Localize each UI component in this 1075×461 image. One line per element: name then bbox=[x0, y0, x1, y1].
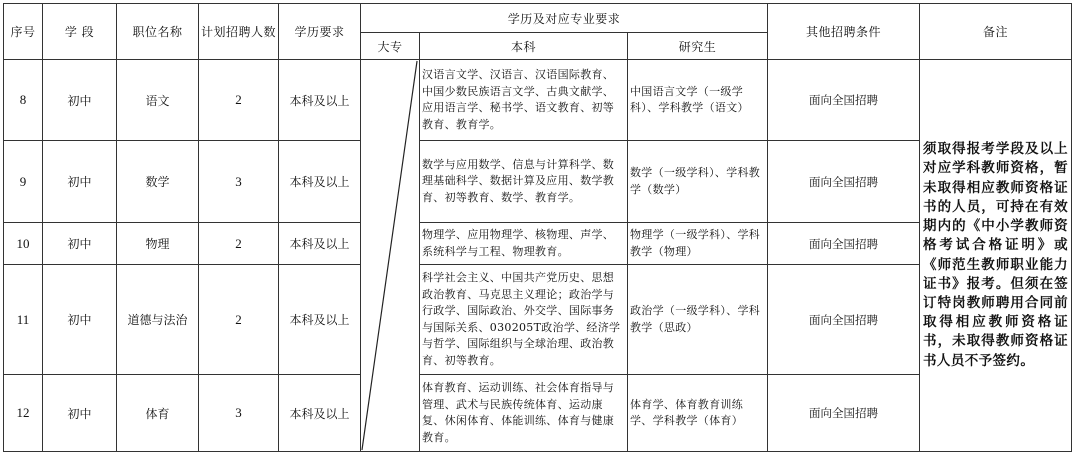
recruitment-table bbox=[3, 3, 1072, 452]
cell-planned: 2 bbox=[199, 265, 279, 375]
cell-stage: 初中 bbox=[43, 375, 117, 452]
header-majors-group: 学历及对应专业要求 bbox=[361, 4, 768, 33]
cell-planned: 3 bbox=[199, 375, 279, 452]
cell-other: 面向全国招聘 bbox=[768, 223, 920, 265]
cell-other: 面向全国招聘 bbox=[768, 141, 920, 223]
table-row bbox=[4, 265, 1072, 375]
header-stage: 学 段 bbox=[43, 4, 117, 60]
cell-other: 面向全国招聘 bbox=[768, 60, 920, 141]
cell-other: 面向全国招聘 bbox=[768, 375, 920, 452]
cell-position: 物理 bbox=[117, 223, 199, 265]
cell-benke: 体育教育、运动训练、社会体育指导与管理、武术与民族传统体育、运动康复、休闲体育、体能训练、体育与健康教育。 bbox=[420, 375, 628, 452]
cell-education: 本科及以上 bbox=[279, 60, 361, 141]
header-yanjiusheng: 研究生 bbox=[628, 33, 768, 60]
table-row bbox=[4, 223, 1072, 265]
header-dazhuan: 大专 bbox=[361, 33, 420, 60]
cell-position: 体育 bbox=[117, 375, 199, 452]
cell-planned: 2 bbox=[199, 60, 279, 141]
header-education: 学历要求 bbox=[279, 4, 361, 60]
cell-seq: 8 bbox=[4, 60, 43, 141]
table-row bbox=[4, 60, 1072, 141]
cell-yanjiusheng: 物理学（一级学科）、学科教学（物理） bbox=[628, 223, 768, 265]
cell-planned: 2 bbox=[199, 223, 279, 265]
header-planned: 计划招聘人数 bbox=[199, 4, 279, 60]
cell-dazhuan-empty bbox=[361, 60, 420, 452]
table-row bbox=[4, 375, 1072, 452]
cell-yanjiusheng: 中国语言文学（一级学科）、学科教学（语文） bbox=[628, 60, 768, 141]
cell-yanjiusheng: 政治学（一级学科）、学科教学（思政） bbox=[628, 265, 768, 375]
header-position: 职位名称 bbox=[117, 4, 199, 60]
diagonal-strike bbox=[361, 60, 419, 451]
remarks-note: 须取得报考学段及以上对应学科教师资格，暂未取得相应教师资格证书的人员，可持在有效期内的《中小学教师资格考试合格证明》或《师范生教师职业能力证书》报考。但须在签订特岗教师聘用合同前取得相应教师资格证书，未取得教师资格证书人员不予签约。 bbox=[920, 60, 1072, 452]
table-row bbox=[4, 141, 1072, 223]
header-seq: 序号 bbox=[4, 4, 43, 60]
cell-seq: 11 bbox=[4, 265, 43, 375]
cell-education: 本科及以上 bbox=[279, 265, 361, 375]
header-benke: 本科 bbox=[420, 33, 628, 60]
cell-seq: 12 bbox=[4, 375, 43, 452]
cell-position: 语文 bbox=[117, 60, 199, 141]
cell-benke: 汉语言文学、汉语言、汉语国际教育、中国少数民族语言文学、古典文献学、应用语言学、秘书学、语文教育、初等教育、教育学。 bbox=[420, 60, 628, 141]
cell-education: 本科及以上 bbox=[279, 141, 361, 223]
cell-benke: 数学与应用数学、信息与计算科学、数理基础科学、数据计算及应用、数学教育、初等教育、数学、教育学。 bbox=[420, 141, 628, 223]
cell-stage: 初中 bbox=[43, 223, 117, 265]
cell-planned: 3 bbox=[199, 141, 279, 223]
cell-yanjiusheng: 数学（一级学科）、学科教学（数学） bbox=[628, 141, 768, 223]
cell-yanjiusheng: 体育学、体育教育训练学、学科教学（体育） bbox=[628, 375, 768, 452]
cell-education: 本科及以上 bbox=[279, 223, 361, 265]
cell-position: 道德与法治 bbox=[117, 265, 199, 375]
header-remarks: 备注 bbox=[920, 4, 1072, 60]
cell-seq: 10 bbox=[4, 223, 43, 265]
cell-stage: 初中 bbox=[43, 60, 117, 141]
cell-benke: 科学社会主义、中国共产党历史、思想政治教育、马克思主义理论；政治学与行政学、国际政治、外交学、国际事务与国际关系、030205T政治学、经济学与哲学、国际组织与全球治理、政治教育、初等教育。 bbox=[420, 265, 628, 375]
cell-stage: 初中 bbox=[43, 141, 117, 223]
cell-stage: 初中 bbox=[43, 265, 117, 375]
cell-other: 面向全国招聘 bbox=[768, 265, 920, 375]
cell-position: 数学 bbox=[117, 141, 199, 223]
cell-seq: 9 bbox=[4, 141, 43, 223]
header-other: 其他招聘条件 bbox=[768, 4, 920, 60]
cell-benke: 物理学、应用物理学、核物理、声学、系统科学与工程、物理教育。 bbox=[420, 223, 628, 265]
cell-education: 本科及以上 bbox=[279, 375, 361, 452]
